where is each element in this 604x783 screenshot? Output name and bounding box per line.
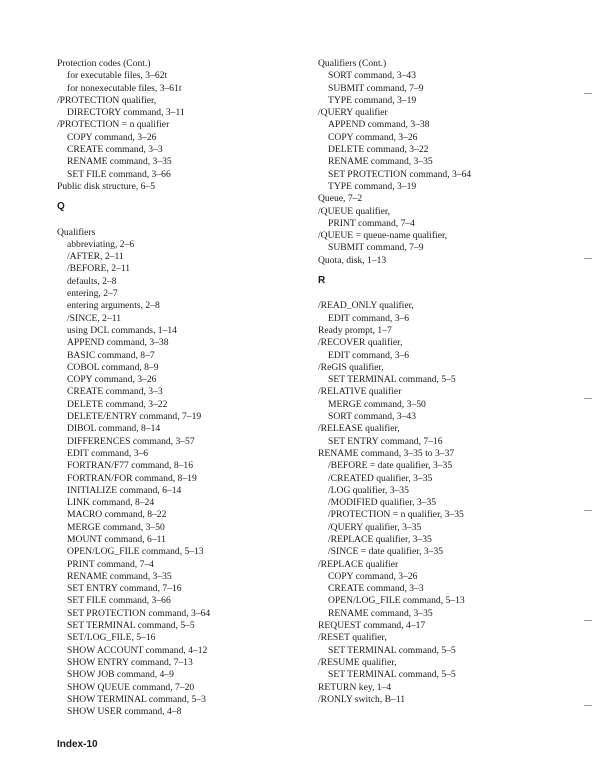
- index-section-letter: Q: [57, 201, 65, 213]
- index-subentry: SET PROTECTION command, 3–64: [67, 607, 211, 619]
- index-subentry: CREATE command, 3–3: [67, 386, 163, 398]
- index-subentry: /CREATED qualifier, 3–35: [328, 472, 433, 484]
- index-subentry: SUBMIT command, 7–9: [328, 242, 424, 254]
- index-subentry: EDIT command, 3–6: [328, 312, 410, 324]
- index-subentry: MOUNT command, 6–11: [67, 533, 166, 545]
- index-subentry: /MODIFIED qualifier, 3–35: [328, 497, 437, 509]
- index-subentry: DIBOL command, 8–14: [67, 423, 161, 435]
- page-footer: Index-10: [57, 739, 98, 750]
- index-subentry: OPEN/LOG_FILE command, 5–13: [328, 595, 465, 607]
- index-subentry: entering arguments, 2–8: [67, 300, 160, 312]
- index-subentry: DIFFERENCES command, 3–57: [67, 435, 195, 447]
- index-subentry: BASIC command, 8–7: [67, 349, 155, 361]
- index-entry: /READ_ONLY qualifier,: [318, 300, 414, 312]
- index-subentry: FORTRAN/F77 command, 8–16: [67, 460, 194, 472]
- index-entry: /RESET qualifier,: [318, 632, 387, 644]
- index-entry: Ready prompt, 1–7: [318, 324, 392, 336]
- index-entry: /REPLACE qualifier: [318, 558, 399, 570]
- index-subentry: SET TERMINAL command, 5–5: [328, 669, 456, 681]
- index-subentry: MERGE command, 3–50: [328, 398, 426, 410]
- index-subentry: /SINCE = date qualifier, 3–35: [328, 546, 444, 558]
- index-subentry: COPY command, 3–26: [67, 131, 157, 143]
- index-entry: /PROTECTION = n qualifier: [57, 119, 170, 131]
- index-subentry: SHOW ENTRY command, 7–13: [67, 656, 193, 668]
- index-subentry: RENAME command, 3–35: [67, 570, 172, 582]
- index-subentry: entering, 2–7: [67, 288, 118, 300]
- index-subentry: SET ENTRY command, 7–16: [67, 583, 182, 595]
- index-entry: /RECOVER qualifier,: [318, 337, 403, 349]
- index-entry: RETURN key, 1–4: [318, 681, 392, 693]
- index-subentry: RENAME command, 3–35: [328, 156, 433, 168]
- index-subentry: RENAME command, 3–35: [328, 607, 433, 619]
- index-subentry: COPY command, 3–26: [67, 374, 157, 386]
- index-subentry: SET PROTECTION command, 3–64: [328, 168, 472, 180]
- index-column-right: [318, 58, 588, 706]
- index-subentry: APPEND command, 3–38: [67, 337, 169, 349]
- index-subentry: SHOW USER command, 4–8: [67, 706, 182, 718]
- index-subentry: SHOW TERMINAL command, 5–3: [67, 693, 206, 705]
- index-subentry: SORT command, 3–43: [328, 70, 416, 82]
- index-subentry: SHOW ACCOUNT command, 4–12: [67, 644, 208, 656]
- index-subentry: /BEFORE = date qualifier, 3–35: [328, 460, 453, 472]
- index-entry: /QUEUE qualifier,: [318, 205, 391, 217]
- index-subentry: SET FILE command, 3–66: [67, 168, 171, 180]
- index-subentry: FORTRAN/FOR command, 8–19: [67, 472, 197, 484]
- index-entry: REQUEST command, 4–17: [318, 620, 426, 632]
- index-subentry: SET TERMINAL command, 5–5: [328, 374, 456, 386]
- margin-tick: [584, 398, 592, 399]
- index-subentry: SORT command, 3–43: [328, 411, 416, 423]
- index-entry: /RELATIVE qualifier: [318, 386, 402, 398]
- index-subentry: MERGE command, 3–50: [67, 521, 165, 533]
- index-entry: /RESUME qualifier,: [318, 656, 397, 668]
- index-subentry: CREATE command, 3–3: [67, 144, 163, 156]
- index-subentry: INITIALIZE command, 6–14: [67, 484, 182, 496]
- index-subentry: for nonexecutable files, 3–61t: [67, 82, 182, 94]
- index-subentry: SET FILE command, 3–66: [67, 595, 171, 607]
- index-subentry: RENAME command, 3–35: [67, 156, 172, 168]
- index-entry: /PROTECTION qualifier,: [57, 94, 157, 106]
- index-subentry: CREATE command, 3–3: [328, 583, 424, 595]
- index-subentry: DELETE/ENTRY command, 7–19: [67, 411, 202, 423]
- index-entry: RENAME command, 3–35 to 3–37: [318, 447, 455, 459]
- index-entry: /QUERY qualifier: [318, 107, 388, 119]
- margin-tick: [584, 620, 592, 621]
- index-subentry: SET TERMINAL command, 5–5: [328, 644, 456, 656]
- index-subentry: DELETE command, 3–22: [67, 398, 168, 410]
- margin-tick: [584, 258, 592, 259]
- index-subentry: SET/LOG_FILE, 5–16: [67, 632, 156, 644]
- index-subentry: SUBMIT command, 7–9: [328, 82, 424, 94]
- index-subentry: COBOL command, 8–9: [67, 361, 159, 373]
- index-entry: Public disk structure, 6–5: [57, 180, 156, 192]
- index-section-letter: R: [318, 275, 326, 287]
- index-subentry: /QUERY qualifier, 3–35: [328, 521, 422, 533]
- index-subentry: SHOW JOB command, 4–9: [67, 669, 174, 681]
- index-subentry: DELETE command, 3–22: [328, 144, 429, 156]
- index-subentry: EDIT command, 3–6: [328, 349, 410, 361]
- index-subentry: PRINT command, 7–4: [328, 217, 415, 229]
- index-subentry: COPY command, 3–26: [328, 131, 418, 143]
- index-subentry: /AFTER, 2–11: [67, 251, 124, 263]
- index-subentry: DIRECTORY command, 3–11: [67, 107, 185, 119]
- index-entry: Qualifiers (Cont.): [318, 58, 387, 69]
- index-subentry: SET ENTRY command, 7–16: [328, 435, 443, 447]
- index-subentry: TYPE command, 3–19: [328, 94, 417, 106]
- index-subentry: for executable files, 3–62t: [67, 70, 168, 82]
- index-entry: Quota, disk, 1–13: [318, 254, 387, 266]
- index-entry: /QUEUE = queue-name qualifier,: [318, 230, 448, 242]
- index-entry: /ReGIS qualifier,: [318, 361, 384, 373]
- index-subentry: /BEFORE, 2–11: [67, 263, 131, 275]
- index-column-left: [57, 58, 307, 718]
- index-entry: Queue, 7–2: [318, 193, 363, 205]
- index-entry: /RONLY switch, B–11: [318, 693, 406, 705]
- margin-tick: [584, 510, 592, 511]
- index-subentry: /PROTECTION = n qualifier, 3–35: [328, 509, 464, 521]
- margin-tick: [584, 93, 592, 94]
- index-entry: Qualifiers: [57, 226, 96, 238]
- index-subentry: /LOG qualifier, 3–35: [328, 484, 409, 496]
- margin-tick: [584, 705, 592, 706]
- index-subentry: /REPLACE qualifier, 3–35: [328, 533, 432, 545]
- index-subentry: MACRO command, 8–22: [67, 509, 167, 521]
- index-entry: /RELEASE qualifier,: [318, 423, 400, 435]
- index-subentry: /SINCE, 2–11: [67, 312, 122, 324]
- index-subentry: using DCL commands, 1–14: [67, 324, 177, 336]
- index-subentry: SHOW QUEUE command, 7–20: [67, 681, 195, 693]
- index-subentry: defaults, 2–8: [67, 275, 117, 287]
- index-subentry: APPEND command, 3–38: [328, 119, 430, 131]
- index-subentry: PRINT command, 7–4: [67, 558, 154, 570]
- index-subentry: COPY command, 3–26: [328, 570, 418, 582]
- index-subentry: SET TERMINAL command, 5–5: [67, 620, 195, 632]
- index-entry: Protection codes (Cont.): [57, 58, 151, 69]
- index-subentry: OPEN/LOG_FILE command, 5–13: [67, 546, 204, 558]
- index-subentry: TYPE command, 3–19: [328, 180, 417, 192]
- index-subentry: EDIT command, 3–6: [67, 447, 149, 459]
- index-subentry: abbreviating, 2–6: [67, 238, 135, 250]
- index-subentry: LINK command, 8–24: [67, 497, 155, 509]
